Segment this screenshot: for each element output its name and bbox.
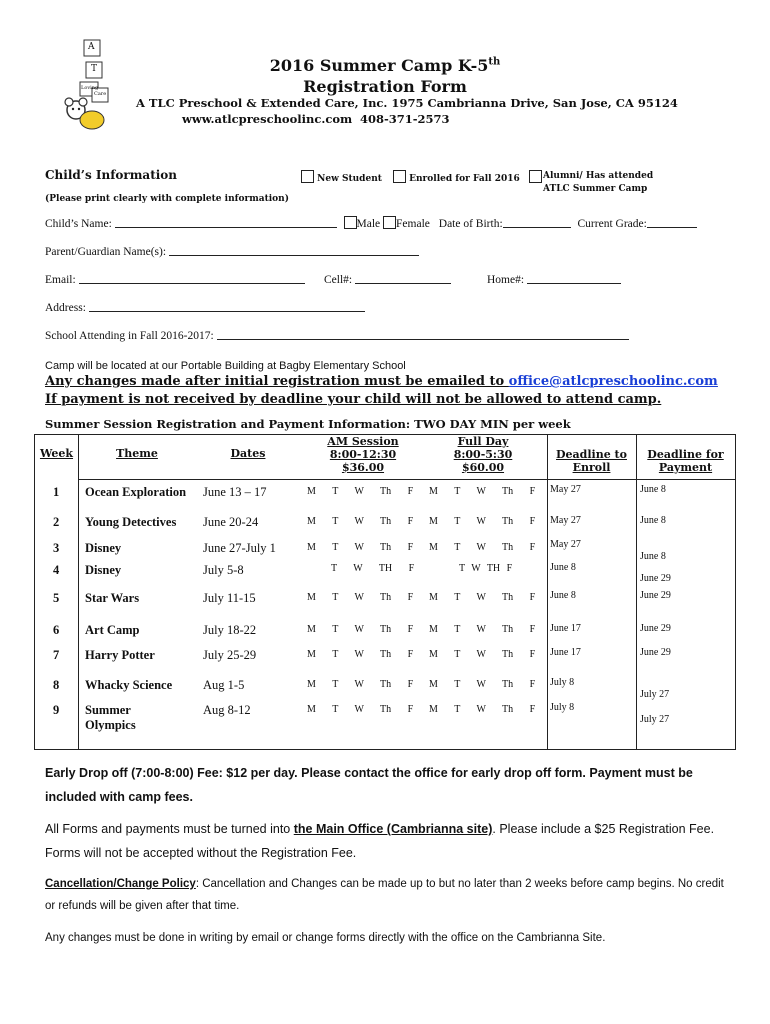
enroll-deadline: June 8 — [550, 590, 576, 601]
header-enroll-line-1: Deadline to — [556, 448, 627, 461]
am-day-options[interactable]: M T W Th F — [307, 542, 414, 553]
enroll-deadline: May 27 — [550, 539, 581, 550]
parent-row — [45, 244, 419, 258]
full-day-options[interactable]: M T W Th F — [429, 592, 536, 603]
week-dates: Aug 1-5 — [203, 678, 245, 692]
child-name-field[interactable] — [115, 216, 337, 228]
header-week: Week — [39, 447, 74, 460]
full-day-options[interactable]: T W TH F — [459, 563, 513, 574]
header-deadline-enroll — [547, 448, 636, 474]
cell-row — [324, 272, 451, 286]
week-dates: June 13 – 17 — [203, 485, 267, 499]
column-divider — [636, 435, 637, 749]
week-dates: July 5-8 — [203, 563, 244, 577]
am-day-options[interactable]: M T W Th F — [307, 704, 414, 715]
payment-deadline: June 8 — [640, 551, 666, 562]
female-label: Female — [396, 218, 430, 230]
enroll-deadline: July 8 — [550, 677, 575, 688]
school-field[interactable] — [217, 328, 629, 340]
am-day-options[interactable]: M T W Th F — [307, 649, 414, 660]
week-dates: July 11-15 — [203, 591, 256, 605]
week-dates: June 20-24 — [203, 515, 259, 529]
payment-deadline: June 29 — [640, 573, 671, 584]
header-payment-line-2: Payment — [658, 461, 713, 474]
cell-field[interactable] — [355, 272, 451, 284]
female-checkbox[interactable] — [383, 216, 396, 229]
new-student-option[interactable] — [301, 170, 382, 184]
week-number: 1 — [53, 485, 60, 499]
enroll-deadline: May 27 — [550, 484, 581, 495]
week-number: 8 — [53, 678, 60, 692]
home-row — [487, 272, 621, 286]
week-number: 5 — [53, 591, 60, 605]
enrolled-fall-checkbox[interactable] — [393, 170, 406, 183]
school-phone: 408-371-2573 — [360, 112, 450, 126]
school-website: www.atlcpreschoolinc.com — [182, 112, 353, 126]
header-dates: Dates — [230, 447, 266, 460]
alumni-checkbox[interactable] — [529, 170, 542, 183]
enroll-deadline: June 8 — [550, 562, 576, 573]
email-field[interactable] — [79, 272, 305, 284]
am-day-options[interactable]: M T W Th F — [307, 516, 414, 527]
full-day-options[interactable]: M T W Th F — [429, 516, 536, 527]
address-row — [45, 300, 365, 314]
week-theme: Young Detectives — [85, 515, 177, 529]
enroll-deadline: June 17 — [550, 647, 581, 658]
form-title — [0, 56, 770, 75]
logo-letter-t: T — [91, 64, 98, 74]
cancellation-label: Cancellation/Change Policy — [45, 878, 196, 890]
payment-deadline: June 8 — [640, 515, 666, 526]
header-full-time: 8:00-5:30 — [453, 448, 513, 461]
am-day-options[interactable]: M T W Th F — [307, 679, 414, 690]
grade-label: Current Grade: — [577, 218, 647, 230]
week-number: 2 — [53, 515, 60, 529]
camp-location-note: Camp will be located at our Portable Building at Bagby Elementary School — [45, 360, 406, 372]
changes-notice-text: Any changes made after initial registration must be emailed to — [45, 374, 509, 389]
header-enroll-line-2: Enroll — [572, 461, 611, 474]
am-day-options[interactable]: T W TH F — [331, 563, 415, 574]
email-label: Email: — [45, 274, 76, 286]
changes-policy: Any changes must be done in writing by email or change forms directly with the office on the Cambrianna Site. — [45, 932, 606, 944]
week-dates: Aug 8-12 — [203, 703, 251, 717]
week-dates: July 25-29 — [203, 648, 257, 662]
logo-letter-a: A — [88, 42, 95, 52]
header-deadline-payment — [636, 448, 735, 474]
week-theme: Summer Olympics — [85, 703, 136, 732]
address-field[interactable] — [89, 300, 365, 312]
payment-deadline: June 8 — [640, 484, 666, 495]
week-theme: Ocean Exploration — [85, 485, 187, 499]
office-email-link[interactable]: office@atlcpreschoolinc.com — [508, 374, 718, 389]
week-theme: Star Wars — [85, 591, 140, 605]
changes-notice — [45, 374, 718, 389]
parent-label: Parent/Guardian Name(s): — [45, 246, 167, 258]
address-label: Address: — [45, 302, 86, 314]
full-day-options[interactable]: M T W Th F — [429, 649, 536, 660]
am-day-options[interactable]: M T W Th F — [307, 624, 414, 635]
header-am-session — [305, 435, 421, 474]
alumni-label-line-1: Alumni/ Has attended — [543, 171, 654, 181]
payment-deadline: June 29 — [640, 647, 671, 658]
cancellation-policy — [45, 873, 735, 917]
header-am-price: $36.00 — [341, 461, 385, 474]
week-theme: Disney — [85, 563, 122, 577]
week-dates: June 27-July 1 — [203, 541, 276, 555]
logo-word-care: Care — [94, 91, 107, 97]
school-address: A TLC Preschool & Extended Care, Inc. 1975 Cambrianna Drive, San Jose, CA 95124 — [136, 96, 678, 110]
forms-note-suffix: . Please include a $25 Registration Fee. Forms will not be accepted without the Registration Fee. — [45, 822, 715, 860]
week-theme: Harry Potter — [85, 648, 155, 662]
header-theme: Theme — [116, 447, 158, 460]
dob-label: Date of Birth: — [438, 218, 503, 230]
am-day-options[interactable]: M T W Th F — [307, 592, 414, 603]
home-label: Home#: — [487, 274, 525, 286]
payment-deadline: July 27 — [640, 714, 670, 725]
child-info-heading: Child’s Information — [45, 168, 178, 182]
form-subtitle: Registration Form — [303, 77, 467, 96]
enroll-deadline: June 17 — [550, 623, 581, 634]
male-checkbox[interactable] — [344, 216, 357, 229]
payment-deadline: June 29 — [640, 590, 671, 601]
male-label: Male — [356, 218, 381, 230]
payment-warning: If payment is not received by deadline your child will not be allowed to attend camp. — [45, 392, 662, 407]
schedule-table — [34, 434, 736, 750]
week-number: 4 — [53, 563, 60, 577]
forms-note-prefix: All Forms and payments must be turned into — [45, 822, 294, 836]
column-divider — [547, 435, 548, 749]
column-divider — [78, 435, 79, 749]
print-instructions: (Please print clearly with complete information) — [45, 194, 289, 204]
week-theme: Art Camp — [85, 623, 140, 637]
payment-deadline: June 29 — [640, 623, 671, 634]
new-student-checkbox[interactable] — [301, 170, 314, 183]
cell-label: Cell#: — [324, 274, 353, 286]
full-day-options[interactable]: M T W Th F — [429, 679, 536, 690]
week-dates: July 18-22 — [203, 623, 257, 637]
header-full-price: $60.00 — [461, 461, 505, 474]
cancellation-text: : Cancellation and Changes can be made up to but no later than 2 weeks before camp begins. No credit or refunds will be given after that time. — [45, 878, 724, 912]
week-theme: Disney — [85, 541, 122, 555]
session-heading: Summer Session Registration and Payment Information: TWO DAY MIN per week — [45, 417, 571, 431]
header-full-title: Full Day — [457, 435, 509, 448]
logo-word-loving: Loving — [81, 85, 99, 91]
title-superscript: th — [488, 56, 501, 68]
payment-deadline: July 27 — [640, 689, 670, 700]
new-student-label: New Student — [317, 174, 382, 184]
child-name-row — [45, 216, 697, 230]
full-day-options[interactable]: M T W Th F — [429, 624, 536, 635]
enroll-deadline: May 27 — [550, 515, 581, 526]
contact-row — [45, 272, 305, 286]
full-day-options[interactable]: M T W Th F — [429, 704, 536, 715]
week-number: 6 — [53, 623, 60, 637]
header-am-title: AM Session — [327, 435, 399, 448]
am-day-options[interactable]: M T W Th F — [307, 486, 414, 497]
title-line-1: 2016 Summer Camp K-5 — [269, 56, 489, 75]
school-label: School Attending in Fall 2016-2017: — [45, 330, 214, 342]
home-field[interactable] — [527, 272, 621, 284]
week-number: 3 — [53, 541, 60, 555]
full-day-options[interactable]: M T W Th F — [429, 542, 536, 553]
main-office-text: the Main Office (Cambrianna site) — [293, 822, 493, 836]
enrolled-fall-option[interactable] — [393, 170, 542, 184]
header-payment-line-1: Deadline for — [647, 448, 724, 461]
week-theme: Whacky Science — [85, 678, 173, 692]
full-day-options[interactable]: M T W Th F — [429, 486, 536, 497]
child-name-label: Child’s Name: — [45, 218, 112, 230]
week-number: 9 — [53, 703, 60, 717]
enroll-deadline: July 8 — [550, 702, 575, 713]
school-row — [45, 328, 629, 342]
parent-field[interactable] — [169, 244, 419, 256]
early-drop-note: Early Drop off (7:00-8:00) Fee: $12 per day. Please contact the office for early drop off form. Payment must be included with camp fees. — [45, 766, 693, 804]
header-am-time: 8:00-12:30 — [329, 448, 397, 461]
alumni-label — [543, 170, 653, 196]
enrolled-fall-label: Enrolled for Fall 2016 — [409, 174, 520, 184]
week-number: 7 — [53, 648, 60, 662]
grade-field[interactable] — [647, 216, 697, 228]
header-full-day — [425, 435, 541, 474]
dob-field[interactable] — [503, 216, 571, 228]
forms-note — [45, 817, 735, 865]
alumni-label-line-2: ATLC Summer Camp — [543, 184, 648, 194]
header-divider — [78, 479, 735, 480]
